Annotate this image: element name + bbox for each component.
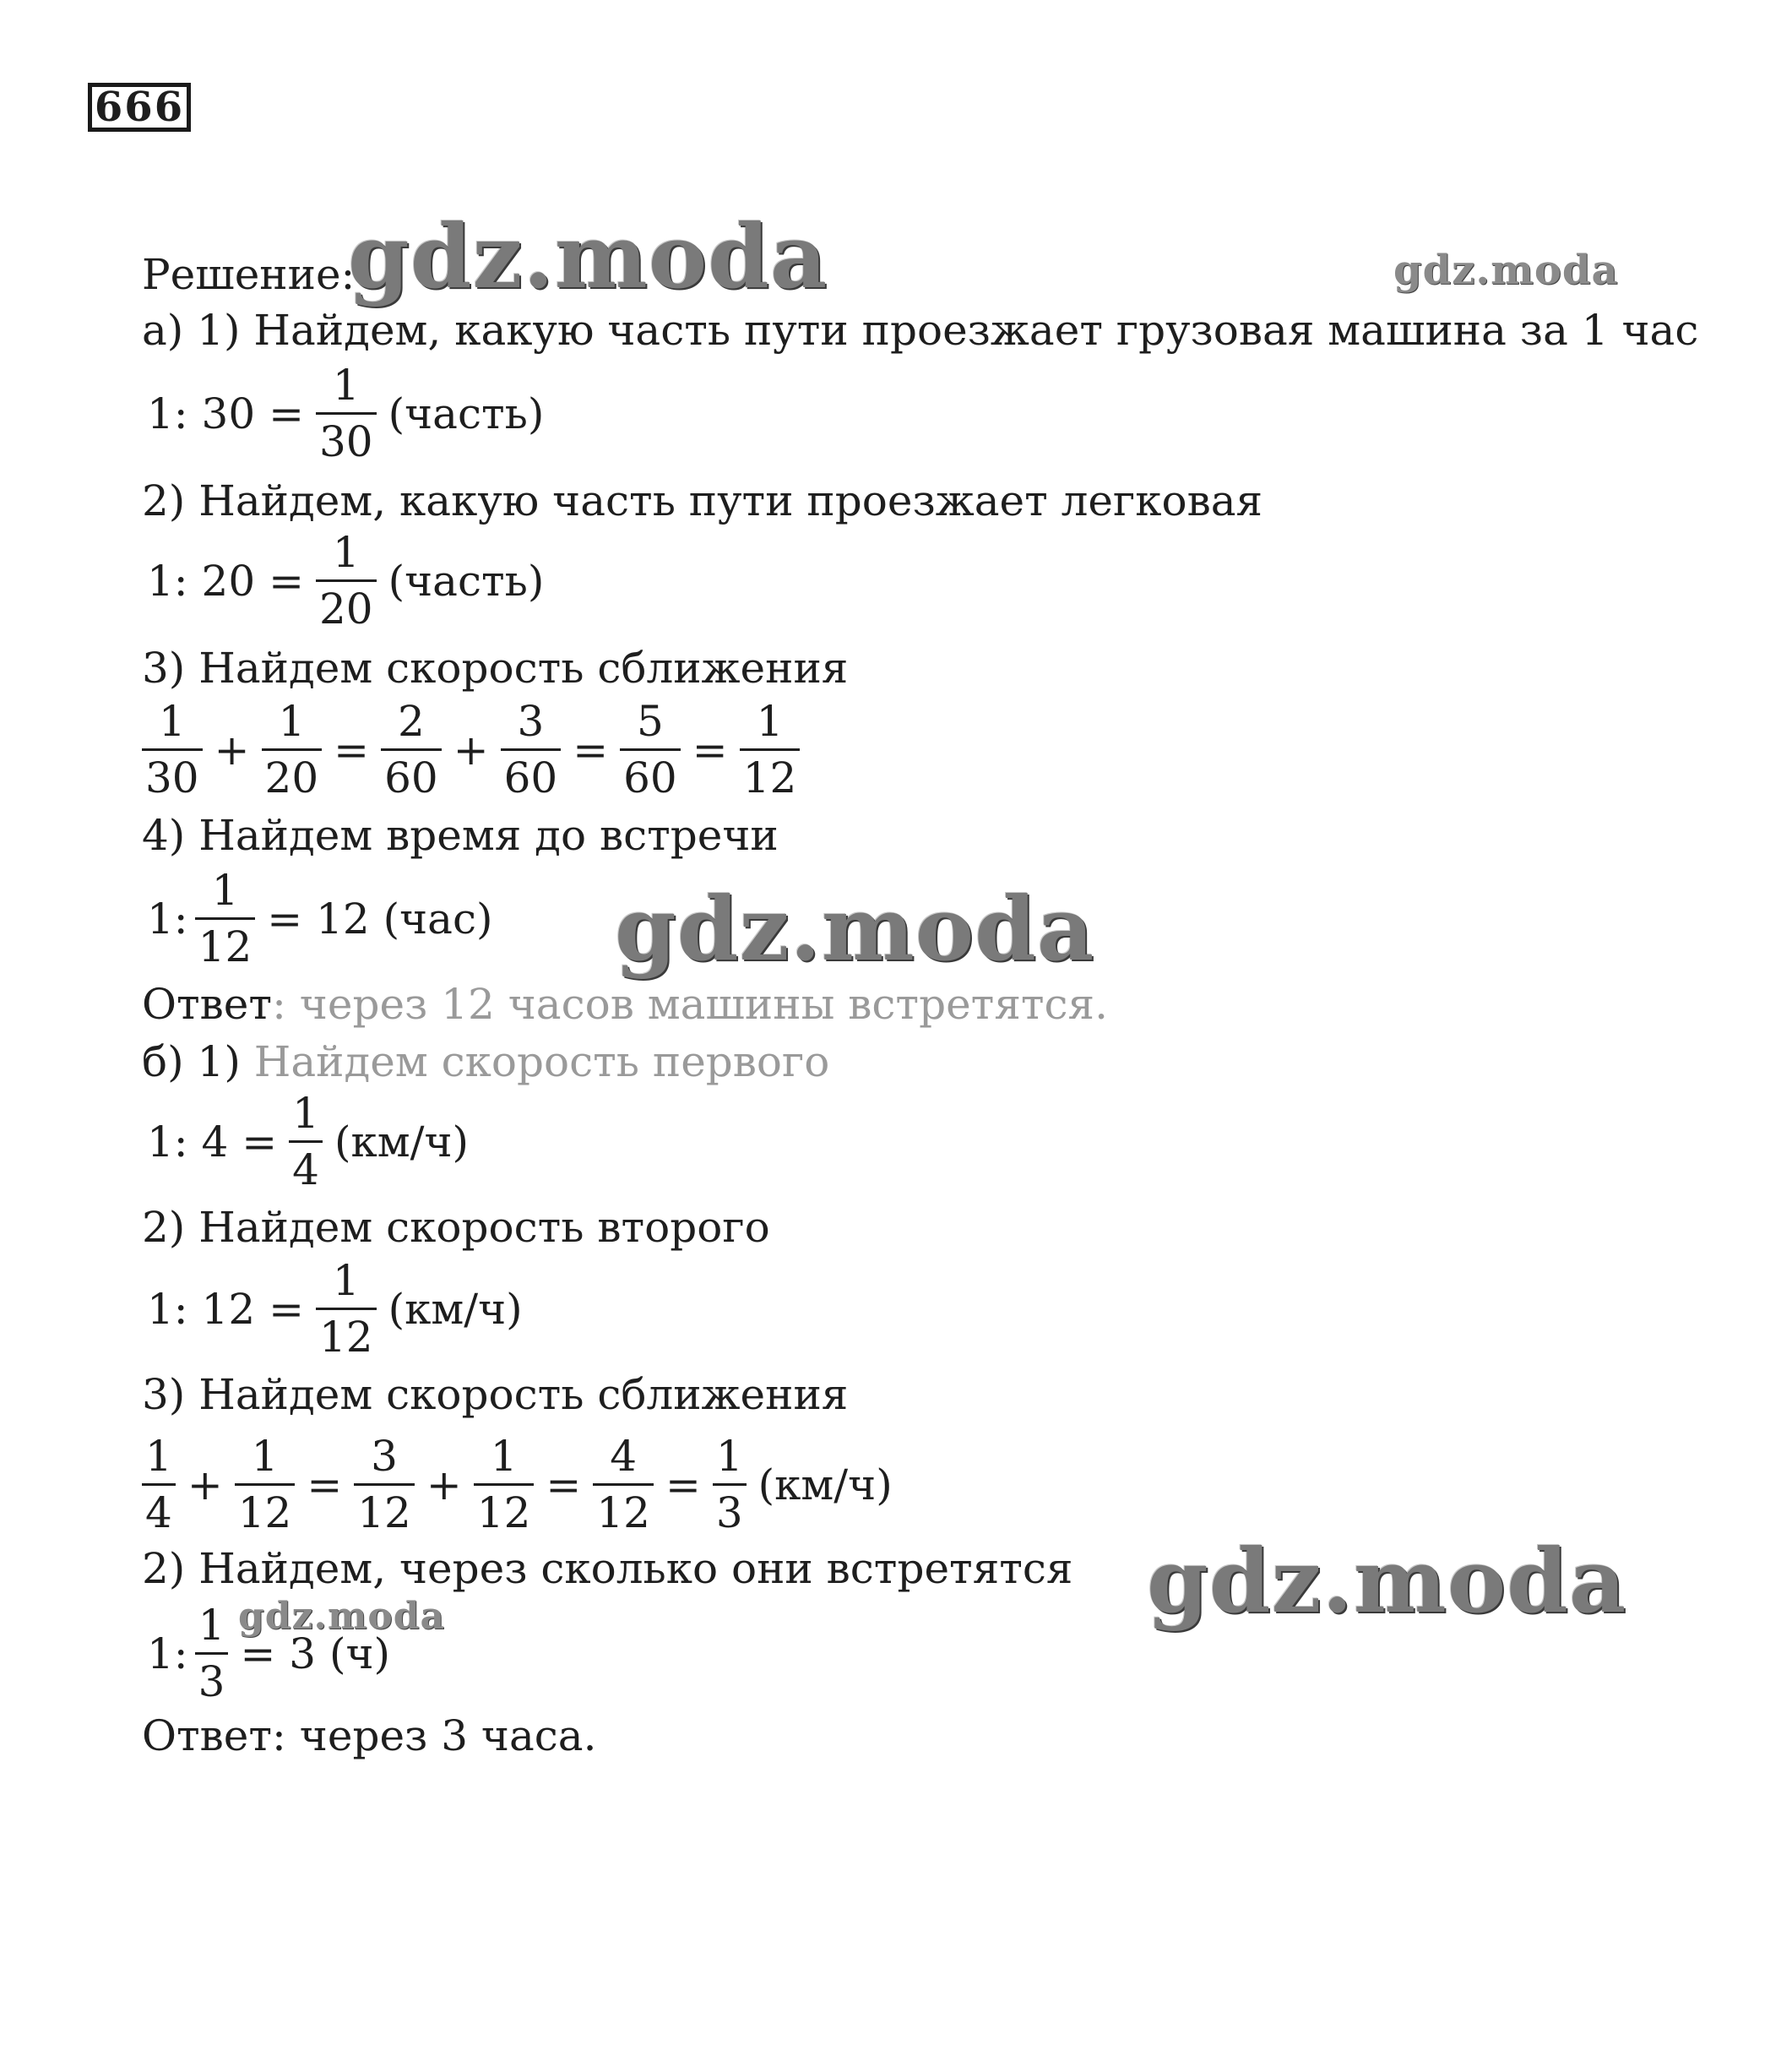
a-step3-title: 3) Найдем скорость сближения bbox=[142, 644, 849, 693]
watermark-top-right: gdz.moda bbox=[1393, 247, 1619, 294]
b-step3-frac2: $\frac{1}{12}$ bbox=[235, 1433, 296, 1536]
b-step4-fraction: $\frac{1}{3}$ bbox=[195, 1602, 229, 1705]
b-step3-equation: $\frac{1}{4}$ + $\frac{1}{12}$ = $\frac{3}{12}$ + $\frac{1}{12}$ = $\frac{4}{12}$ = $\frac{1}{3}$ (км/ч) bbox=[135, 1433, 898, 1536]
b-step3-frac3: $\frac{3}{12}$ bbox=[354, 1433, 415, 1536]
a-step4-rhs: = 12 (час) bbox=[267, 894, 493, 944]
b-step2-equation bbox=[142, 1257, 528, 1361]
b-step3-frac4: $\frac{1}{12}$ bbox=[474, 1433, 535, 1536]
b-step1-equation bbox=[142, 1090, 474, 1194]
a-step1-fraction: $\frac{1}{30}$ bbox=[316, 362, 377, 465]
b-step4-rhs: = 3 (ч) bbox=[240, 1629, 391, 1678]
b-step3-frac6: $\frac{1}{3}$ bbox=[713, 1433, 747, 1536]
b-step1-title: б) 1) Найдем скорость первого bbox=[142, 1037, 830, 1086]
b-step4-lhs: 1: bbox=[147, 1629, 188, 1678]
a-step3-frac6: $\frac{1}{12}$ bbox=[740, 698, 801, 802]
b-step4-title: 2) Найдем, через сколько они встретятся bbox=[142, 1544, 1073, 1593]
b-step3-unit: (км/ч) bbox=[757, 1460, 893, 1509]
a-step3-equation: $\frac{1}{30}$ + $\frac{1}{20}$ = $\frac{2}{60}$ + $\frac{3}{60}$ = $\frac{5}{60}$ = $\frac{1}{12}$ bbox=[135, 698, 806, 802]
solution-heading: Решение: bbox=[142, 250, 356, 299]
problem-number: 666 bbox=[88, 83, 191, 132]
a-step3-frac1: $\frac{1}{30}$ bbox=[142, 698, 203, 802]
b-step3-title: 3) Найдем скорость сближения bbox=[142, 1370, 849, 1419]
a-step2-equation bbox=[142, 529, 549, 633]
b-step1-fraction: $\frac{1}{4}$ bbox=[289, 1090, 323, 1194]
b-step1-unit: (км/ч) bbox=[334, 1117, 470, 1167]
a-step4-equation bbox=[142, 867, 497, 971]
b-step2-unit: (км/ч) bbox=[388, 1284, 523, 1334]
a-step3-frac3: $\frac{2}{60}$ bbox=[381, 698, 442, 802]
b-step3-frac5: $\frac{4}{12}$ bbox=[593, 1433, 654, 1536]
a-step1-lhs: 1: 30 = bbox=[147, 389, 304, 438]
a-step2-lhs: 1: 20 = bbox=[147, 556, 304, 606]
a-step1-equation bbox=[142, 362, 549, 465]
a-step2-fraction: $\frac{1}{20}$ bbox=[316, 529, 377, 633]
b-step4-equation bbox=[142, 1602, 395, 1705]
b-step2-fraction: $\frac{1}{12}$ bbox=[316, 1257, 377, 1361]
a-step2-unit: (часть) bbox=[388, 556, 545, 606]
b-step2-lhs: 1: 12 = bbox=[147, 1284, 304, 1334]
a-step3-frac5: $\frac{5}{60}$ bbox=[620, 698, 681, 802]
a-step4-title: 4) Найдем время до встречи bbox=[142, 811, 779, 860]
a-step1-title: а) 1) Найдем, какую часть пути проезжает грузовая машина за 1 час bbox=[142, 306, 1699, 355]
watermark-top: gdz.moda bbox=[348, 204, 828, 308]
a-step3-frac2: $\frac{1}{20}$ bbox=[262, 698, 323, 802]
a-step1-unit: (часть) bbox=[388, 389, 545, 438]
a-answer: Ответ: через 12 часов машины встретятся. bbox=[142, 980, 1108, 1029]
a-step3-frac4: $\frac{3}{60}$ bbox=[501, 698, 562, 802]
watermark-bottom-right: gdz.moda bbox=[1147, 1529, 1627, 1633]
watermark-middle: gdz.moda bbox=[615, 877, 1095, 981]
b-step2-title: 2) Найдем скорость второго bbox=[142, 1203, 770, 1252]
a-step4-fraction: $\frac{1}{12}$ bbox=[195, 867, 256, 971]
watermark-bottom-small: gdz.moda bbox=[238, 1595, 446, 1638]
b-step3-frac1: $\frac{1}{4}$ bbox=[142, 1433, 176, 1536]
b-answer: Ответ: через 3 часа. bbox=[142, 1711, 597, 1760]
b-step1-lhs: 1: 4 = bbox=[147, 1117, 278, 1167]
a-step2-title: 2) Найдем, какую часть пути проезжает легковая bbox=[142, 476, 1263, 525]
a-step4-lhs: 1: bbox=[147, 894, 188, 944]
